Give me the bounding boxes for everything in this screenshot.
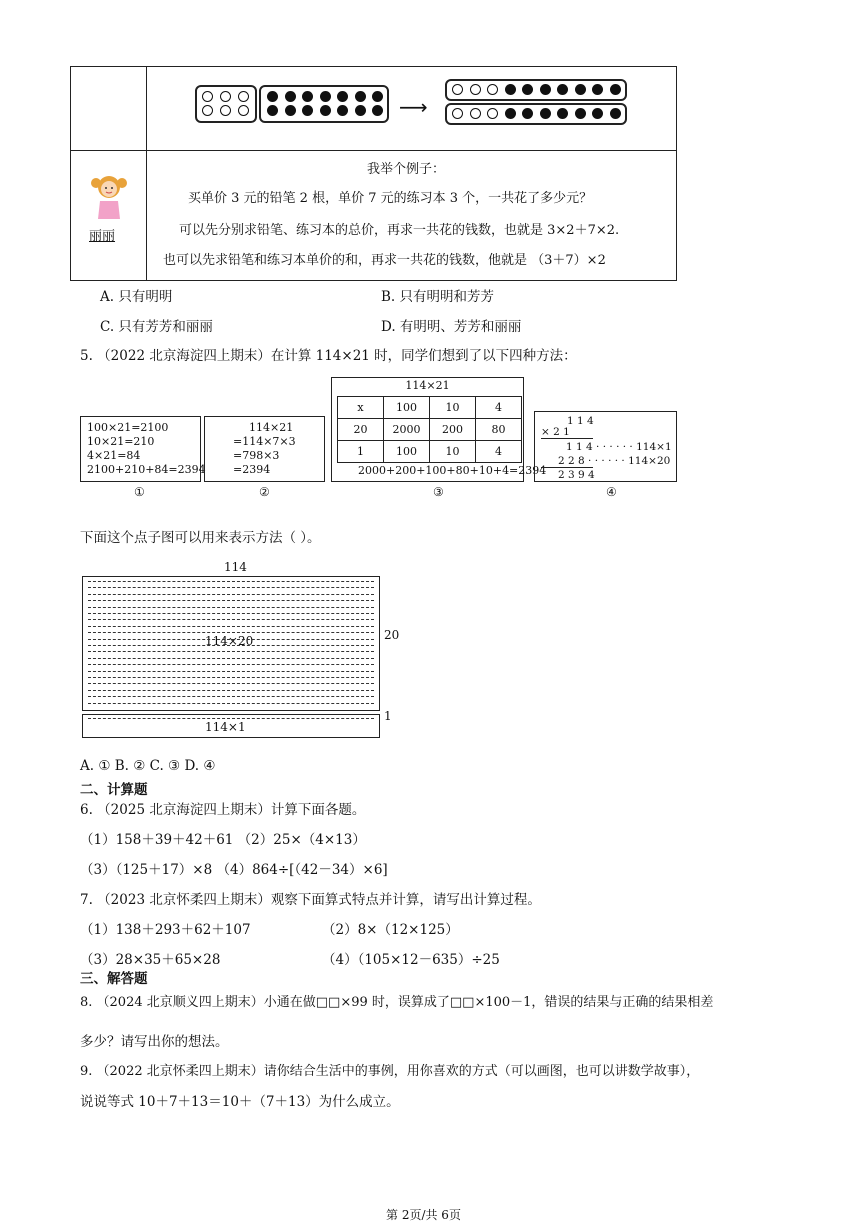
dot-row [88,696,374,697]
dot [522,108,533,119]
label-1: ① [134,485,145,499]
dot [355,105,366,116]
dot [522,84,533,95]
q6-row-2: （3）（125＋17）×8 （4）864÷[（42－34）×6] [80,862,388,878]
dot [267,105,278,116]
q7-item-1: （1）138＋293＋62＋107 [80,922,251,938]
dot [470,108,481,119]
q5-stem: 5. （2022 北京海淀四上期末）在计算 114×21 时，同学们想到了以下四种方法： [80,348,577,364]
dot [372,105,383,116]
dot-row [88,626,374,627]
dot [592,84,603,95]
q7-item-3: （3）28×35＋65×28 [80,952,221,968]
q4-option-a: A. 只有明明 [100,289,173,305]
label-3: ③ [433,485,444,499]
example-table [70,66,677,281]
q4-option-d: D. 有明明、芳芳和丽丽 [381,319,522,335]
example-line-4: 也可以先求铅笔和练习本单价的和，再求一共花的钱数，他就是 （3＋7）×2 [163,253,606,268]
dot [220,91,231,102]
dot [470,84,481,95]
dot-box [445,79,627,101]
dot [452,108,463,119]
dot-row [88,619,374,620]
section-2-heading: 二、计算题 [80,782,148,798]
dot [505,84,516,95]
q7-item-4: （4）（105×12－635）÷25 [322,952,500,968]
dot [557,84,568,95]
dot-row [88,587,374,588]
page-footer: 第 2页/共 6页 [386,1208,461,1222]
label-2: ② [259,485,270,499]
dot [452,84,463,95]
dot [238,91,249,102]
q7-stem: 7. （2023 北京怀柔四上期末）观察下面算式特点并计算，请写出计算过程。 [80,892,541,908]
dot [540,108,551,119]
method-3-box: 114×21 x 100 10 4 20 2000 200 80 1 100 10 4 2000+200+100+80+10+4=2394 [331,377,524,482]
example-line-1: 我举个例子： [367,162,446,177]
diagram-side-20: 20 [384,628,400,642]
rect-114x1: 114×1 [82,714,380,738]
dot [320,105,331,116]
q7-item-2: （2）8×（12×125） [322,922,459,938]
q4-option-c: C. 只有芳芳和丽丽 [100,319,213,335]
dot [337,91,348,102]
q8-line-1: 8. （2024 北京顺义四上期末）小通在做□□×99 时，误算成了□□×100－1，错误的结果与正确的结果相差 [80,995,714,1010]
dot-row [88,677,374,678]
dot-row [88,600,374,601]
dot [355,91,366,102]
arrow-icon: ⟶ [399,95,428,119]
section-3-heading: 三、解答题 [80,971,148,987]
dot [575,108,586,119]
dot [302,91,313,102]
q8-line-2: 多少？请写出你的想法。 [80,1034,229,1050]
dot-row [88,607,374,608]
dot-row [88,664,374,665]
q6-row-1: （1）158＋39＋42＋61 （2）25×（4×13） [80,832,366,848]
dot [337,105,348,116]
dot-row [88,658,374,659]
label-4: ④ [606,485,617,499]
diagram-top-label: 114 [224,560,247,574]
example-line-3: 可以先分别求铅笔、练习本的总价，再求一共花的钱数，也就是 3×2＋7×2. [179,223,620,238]
dot-row [88,645,374,646]
dot [267,91,278,102]
dot [202,91,213,102]
q6-stem: 6. （2025 北京海淀四上期末）计算下面各题。 [80,802,366,818]
q9-line-1: 9. （2022 北京怀柔四上期末）请你结合生活中的事例，用你喜欢的方式（可以画图，也可以讲数学故事）， [80,1064,700,1079]
example-line-2: 买单价 3 元的铅笔 2 根，单价 7 元的练习本 3 个，一共花了多少元？ [188,191,593,206]
dot-box [259,85,389,123]
dot [610,84,621,95]
dot [202,105,213,116]
method-1-box: 100×21=2100 10×21=210 4×21=84 2100+210+84=2394 [80,416,201,482]
dot-row [88,632,374,633]
dot [505,108,516,119]
dot-row [88,703,374,704]
dot [610,108,621,119]
dot [592,108,603,119]
diagram-side-1: 1 [384,709,392,723]
girl-avatar [89,171,129,221]
dot-row [88,581,374,582]
dot [540,84,551,95]
dot-row [88,594,374,595]
lili-name: 丽丽 [89,229,116,244]
dot [575,84,586,95]
dot [557,108,568,119]
dot [220,105,231,116]
rect-114x20: 114×20 [82,576,380,711]
dot-row [88,690,374,691]
dot [238,105,249,116]
dot-row [88,651,374,652]
q9-line-2: 说说等式 10＋7＋13＝10＋（7＋13）为什么成立。 [80,1094,400,1110]
method-3-grid: x 100 10 4 20 2000 200 80 1 100 10 4 [337,396,522,463]
dot-row [88,639,374,640]
dot-row [88,671,374,672]
method-4-box: 1 1 4 × 2 1 1 1 4 · · · · · · 114×1 2 2 8 · · · · · · 114×20 2 3 9 4 [534,411,677,482]
dot [487,84,498,95]
dot [487,108,498,119]
dot [372,91,383,102]
q5-options: A. ① B. ② C. ③ D. ④ [80,758,216,774]
dot-box [195,85,257,123]
dot-row [88,613,374,614]
method-2-box: 114×21 =114×7×3 =798×3 =2394 [204,416,325,482]
dot-row [88,683,374,684]
dot [285,105,296,116]
dot [320,91,331,102]
dot-row [88,718,374,719]
q4-option-b: B. 只有明明和芳芳 [381,289,495,305]
dot [302,105,313,116]
dot [285,91,296,102]
q5-question: 下面这个点子图可以用来表示方法（ ）。 [80,530,321,546]
dot-box [445,103,627,125]
